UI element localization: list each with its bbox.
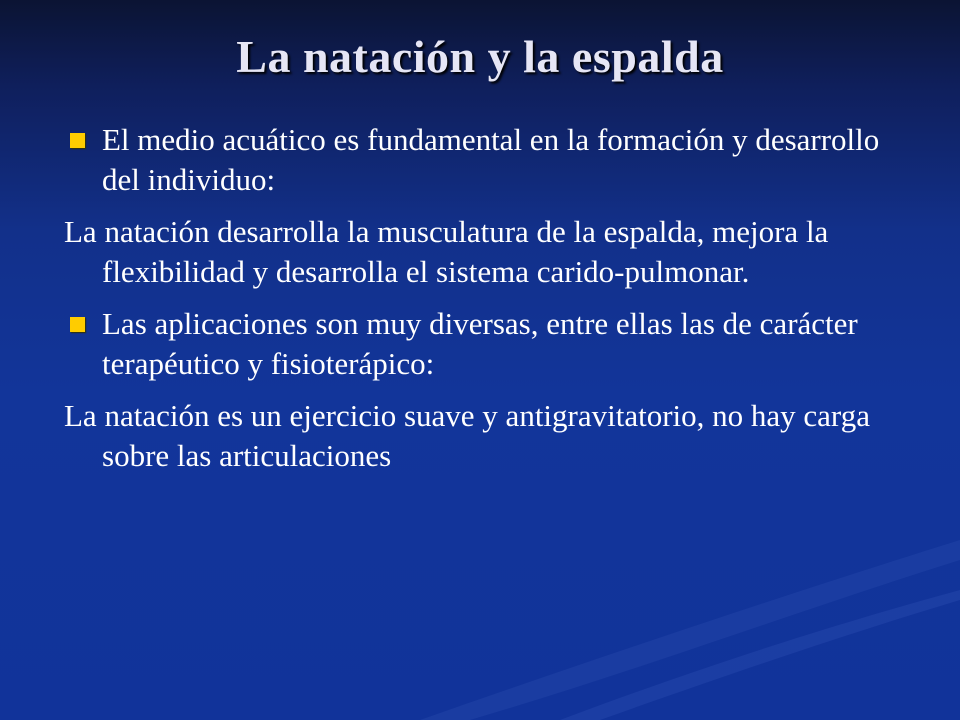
paragraph-text: El medio acuático es fundamental en la formación y desarrollo del individuo: — [102, 122, 880, 197]
slide-title: La natación y la espalda — [236, 31, 724, 82]
paragraph-text: La natación es un ejercicio suave y antigravitatorio, no hay carga sobre las articulaciones — [64, 398, 870, 473]
bullet-paragraph-medio-acuatico — [64, 120, 904, 200]
paragraph-ejercicio-suave — [64, 396, 904, 476]
bullet-paragraph-aplicaciones — [64, 304, 904, 384]
square-bullet-icon — [70, 133, 85, 148]
paragraph-text: La natación desarrolla la musculatura de la espalda, mejora la flexibilidad y desarrolla el sistema carido-pulmonar. — [64, 214, 829, 289]
paragraph-text: Las aplicaciones son muy diversas, entre ellas las de carácter terapéutico y fisioterápico: — [102, 306, 858, 381]
square-bullet-icon — [70, 317, 85, 332]
slide-body — [64, 120, 904, 488]
paragraph-natacion-desarrolla — [64, 212, 904, 292]
